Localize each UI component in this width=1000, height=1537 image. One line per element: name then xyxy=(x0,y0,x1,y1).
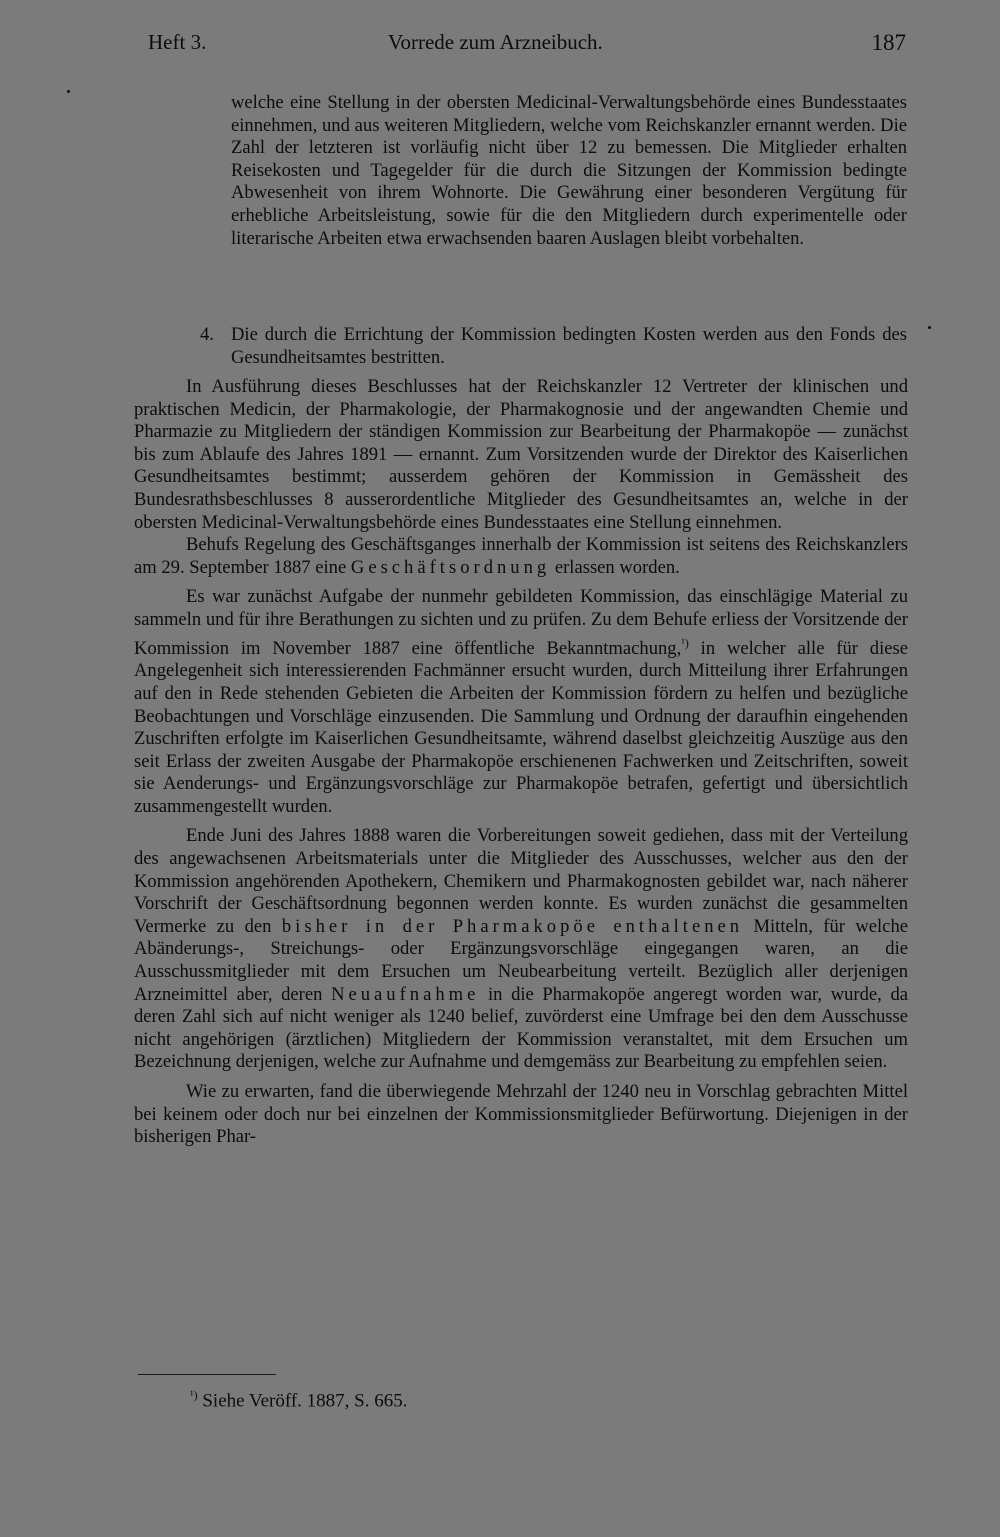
page-number: 187 xyxy=(871,30,906,55)
running-header xyxy=(148,30,906,62)
paragraph xyxy=(134,534,908,579)
paragraph xyxy=(134,825,908,1074)
footnote xyxy=(190,1388,407,1412)
paragraph: In Ausführung dieses Beschlusses hat der Reichskanzler 12 Vertreter der klinischen und praktischen Medicin, der Pharmakologie, der Pharmakognosie und der angewandten Chemie und Pharmazie zu Mitgliedern der ständigen Kommission zur Bearbeitung der Pharmakopöe — zunächst bis zum Ablaufe des Jahres 1891 — ernannt. Zum Vorsitzenden wurde der Direktor des Kaiserlichen Gesundheitsamtes bestimmt; ausserdem gehören der Kommission in Gemässheit des Bundesrathsbeschlusses 8 ausserordentliche Mitglieder des Gesundheitsamtes an, welche in der obersten Medicinal-Verwaltungsbehörde eines Bundesstaates eine Stellung einnehmen. xyxy=(134,376,908,533)
main-text xyxy=(134,376,908,1149)
paragraph-text: Es war zunächst Aufgabe der nunmehr gebildeten Kommission, das einschlägige Material zu sammeln und für ihre Berathungen zu sichten und zu prüfen. Zu dem Behufe erliess der Vorsitzende der Kommission im November 1887 eine öffentliche Bekanntmachung, xyxy=(134,586,908,659)
list-item-4 xyxy=(200,324,907,369)
running-title: Vorrede zum Arzneibuch. xyxy=(388,30,603,54)
scan-speck xyxy=(67,90,70,93)
issue-label: Heft 3. xyxy=(148,30,207,54)
footnote-text: Siehe Veröff. 1887, S. 665. xyxy=(202,1390,408,1412)
continued-list-item xyxy=(231,92,907,250)
continued-item-text: welche eine Stellung in der obersten Medicinal-Verwaltungsbehörde eines Bundesstaates einnehmen, und aus weiteren Mitgliedern, welche vom Reichskanzler ernannt werden. Die Zahl der letzteren ist vorläufig nicht über 12 zu bemessen. Die Mitglieder erhalten Reisekosten und Tagegelder für die durch die Sitzungen der Kommission bedingte Abwesenheit von ihrem Wohnorte. Die Gewährung einer besonderen Vergütung für erhebliche Arbeitsleistung, sowie für die den Mitgliedern durch experimentelle oder literarische Arbeiten etwa erwachsenden baaren Auslagen bleibt vorbehalten. xyxy=(231,92,907,249)
paragraph-text: in die Pharmakopöe angeregt worden war, wurde, da deren Zahl sich auf nicht weniger als 1240 belief, zuvörderst eine Umfrage bei den dem Ausschusse nicht angehörigen (ärztlichen) Mitgliedern der Kommission veranstaltet, mit dem Ersuchen um Bezeichnung derjenigen, welche zur Aufnahme und demgemäss zur Bearbeitung zu empfehlen seien. xyxy=(134,983,909,1073)
scan-speck xyxy=(928,326,931,329)
paragraph-text: Ende Juni des Jahres 1888 waren die Vorbereitungen soweit gediehen, dass mit der Verteilung des angewachsenen Arbeitsmaterials unter die Mitglieder des Ausschusses, welcher aus den der Kommission angehörenden Apothekern, Chemikern und Pharmakognosten gebildet war, nach näherer Vorschrift der Geschäftsordnung begonnen werden konnte. Es wurden zunächst die gesammelten Vermerke zu den xyxy=(134,825,908,937)
paragraph-text: Mitteln, für welche Abänderungs-, Streichungs- oder Ergänzungsvorschläge eingegangen waren, an die Ausschussmitglieder mit dem Ersuchen um Neubearbeitung verteilt. Bezüglich aller derjenigen Arzneimittel aber, deren xyxy=(134,915,908,1005)
paragraph-text: erlassen worden. xyxy=(554,556,680,578)
emphasized-term: Geschäftsordnung xyxy=(350,556,551,578)
emphasized-term: bisher in der Pharmakopöe enthaltenen xyxy=(281,915,744,937)
footnote-reference: ¹) xyxy=(681,635,689,650)
list-item-text: Die durch die Errichtung der Kommission bedingten Kosten werden aus den Fonds des Gesundheitsamtes bestritten. xyxy=(231,324,907,368)
paragraph xyxy=(134,586,908,818)
paragraph-text: in welcher alle für diese Angelegenheit sich interessierenden Fachmänner ersucht wurden, durch Mitteilung ihrer Erfahrungen auf den in Rede stehenden Gebieten die Arbeiten der Kommission fördern zu helfen und bezügliche Beobachtungen und Vorschläge einzusenden. Die Sammlung und Ordnung der daraufhin eingehenden Zuschriften erfolgte im Kaiserlichen Gesundheitsamte, während daselbst gleichzeitig Auszüge aus den seit Erlass der zweiten Ausgabe der Pharmakopöe erschienenen Fachwerken und Zeitschriften, soweit sie Aenderungs- und Ergänzungsvorschläge zur Pharmakopöe betrafen, gefertigt und übersichtlich zusammengestellt wurden. xyxy=(134,637,908,817)
footnote-divider xyxy=(138,1374,276,1375)
footnote-marker: ¹) xyxy=(190,1388,198,1402)
paragraph-text: Behufs Regelung des Geschäftsganges innerhalb der Kommission ist seitens des Reichskanzlers am 29. September 1887 eine xyxy=(134,534,908,578)
list-item-number: 4. xyxy=(200,324,214,345)
paragraph: Wie zu erwarten, fand die überwiegende Mehrzahl der 1240 neu in Vorschlag gebrachten Mittel bei keinem oder doch nur bei einzelnen der Kommissionsmitglieder Befürwortung. Diejenigen in der bisherigen Phar- xyxy=(134,1081,908,1148)
emphasized-term: Neuaufnahme xyxy=(331,983,480,1005)
